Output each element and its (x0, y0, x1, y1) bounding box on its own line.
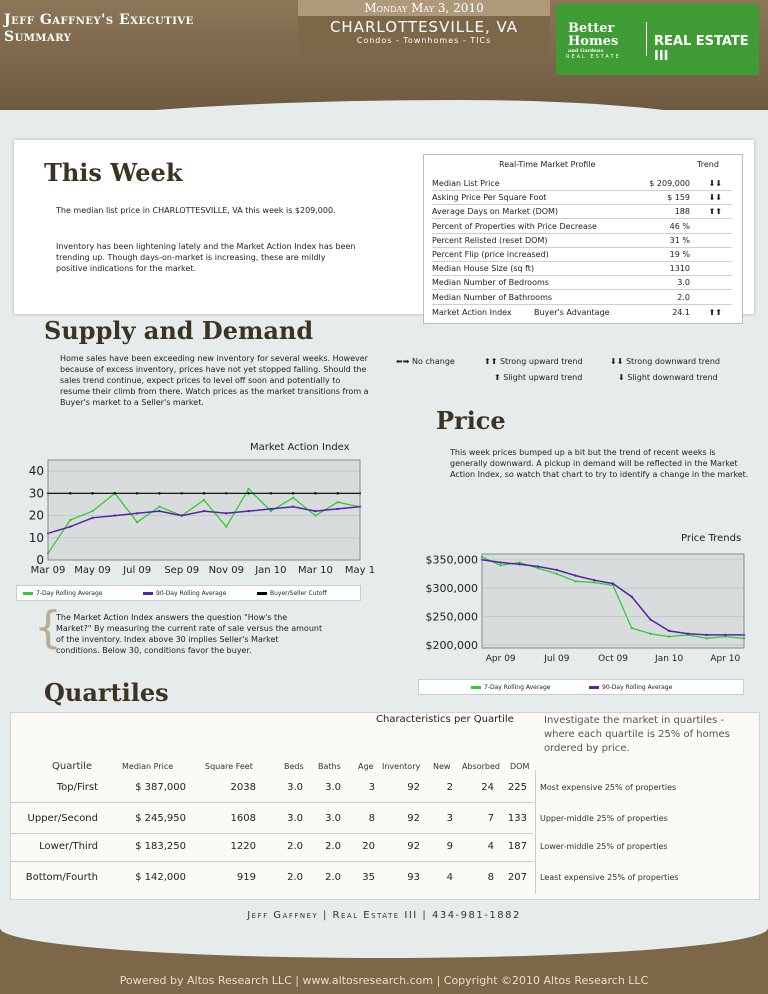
price-legend-7day-label: 7-Day Rolling Average (484, 684, 551, 691)
x-tick-label: Sep 09 (164, 565, 200, 576)
quartile-cell-sqft: 1608 (230, 813, 256, 824)
metric-label: Median House Size (sq ft) (432, 264, 535, 274)
data-point (181, 492, 183, 494)
legend-strong-down-label: Strong downward trend (625, 357, 720, 366)
logo-divider (646, 22, 647, 56)
price-trends-chart (412, 548, 762, 672)
legend-slight-up-label: Slight upward trend (503, 373, 583, 382)
mai-value: 24.1 (672, 308, 690, 317)
quartiles-divider (535, 770, 536, 894)
data-point (181, 514, 183, 516)
x-tick-label: Mar 09 (30, 565, 66, 576)
mai-trend-icon: ⬆⬆ (708, 308, 722, 317)
data-point (705, 637, 707, 639)
quartile-cell-sqft: 2038 (230, 782, 256, 793)
metric-value: $ 209,000 (649, 179, 690, 188)
data-point (705, 634, 707, 636)
price-title: Price (436, 406, 506, 435)
x-tick-label: Jul 09 (544, 654, 570, 664)
quartiles-subtitle: Characteristics per Quartile (376, 714, 514, 725)
logo-subtext: REAL ESTATE (566, 54, 621, 60)
market-profile-title: Real-Time Market Profile (499, 160, 596, 169)
quartile-description: Least expensive 25% of properties (540, 873, 679, 882)
y-tick-label: 0 (36, 553, 44, 567)
metric-value: 1310 (669, 264, 690, 274)
market-profile-row (432, 248, 732, 262)
data-point (314, 492, 316, 494)
market-profile-row (432, 205, 732, 219)
metric-value: 2.0 (677, 292, 690, 302)
report-date: Monday May 3, 2010 (298, 0, 550, 16)
data-point (69, 525, 71, 527)
location-box (298, 0, 550, 56)
data-point (337, 501, 339, 503)
data-point (537, 565, 539, 567)
mai-legend-90day-label: 90-Day Rolling Average (156, 590, 227, 597)
agent-contact: Jeff Gaffney | Real Estate III | 434-981-1882 (247, 910, 521, 921)
data-point (500, 561, 502, 563)
trend-icon: ⬇⬇ (708, 179, 722, 188)
quartile-col-header: Quartile (52, 761, 93, 772)
metric-label: Percent of Properties with Price Decrease (432, 221, 597, 231)
x-tick-label: Jan 10 (255, 565, 287, 576)
quartile-cell-baths: 2.0 (325, 841, 341, 852)
data-point (247, 492, 249, 494)
metric-value: $ 159 (667, 193, 690, 203)
data-point (203, 492, 205, 494)
quartile-cell-abs: 24 (481, 782, 494, 793)
market-profile-row (432, 191, 732, 205)
legend-slight-down-label: Slight downward trend (627, 373, 718, 382)
quartile-cell-inv: 92 (407, 841, 420, 852)
mai-legend-90day (143, 590, 226, 597)
y-tick-label: 10 (28, 530, 44, 545)
metric-label: Median List Price (432, 179, 500, 188)
data-point (556, 569, 558, 571)
mai-chart-title: Market Action Index (250, 442, 350, 453)
data-point (247, 510, 249, 512)
quartile-cell-dom: 207 (507, 872, 527, 883)
trend-icon: ⬇⬇ (708, 193, 722, 203)
x-tick-label: May 09 (74, 565, 111, 576)
quartile-cell-inv: 92 (407, 782, 420, 793)
data-point (668, 635, 670, 637)
data-point (631, 596, 633, 598)
brace-decoration: { (34, 602, 62, 653)
quartile-cell-dom: 133 (507, 813, 527, 824)
data-point (225, 525, 227, 527)
quartile-cell-new: 2 (446, 782, 453, 793)
x-tick-label: Apr 09 (485, 654, 516, 664)
this-week-p1: The median list price in CHARLOTTESVILLE, VA this week is $209,000. (56, 206, 336, 215)
price-chart-legend (418, 679, 744, 695)
data-point (270, 508, 272, 510)
metric-label: Median Number of Bathrooms (432, 292, 553, 302)
data-point (114, 514, 116, 516)
data-point (136, 492, 138, 494)
logo-line2: Homes (568, 34, 619, 49)
x-tick-label: Jan 10 (655, 654, 684, 664)
quartiles-intro: Investigate the market in quartiles - where each quartile is 25% of homes ordered by price. (544, 715, 730, 754)
data-point (574, 580, 576, 582)
market-profile-row (432, 220, 732, 234)
mai-chart-legend (16, 585, 361, 601)
price-legend-7day (471, 684, 550, 691)
metric-label: Asking Price Per Square Foot (432, 193, 547, 203)
quartile-cell-q: Lower/Third (39, 841, 98, 852)
market-profile-table (423, 154, 743, 324)
x-tick-label: Mar 10 (298, 565, 333, 576)
x-tick-label: Apr 10 (710, 654, 741, 664)
legend-no-change-label: No change (411, 357, 455, 366)
quartile-cell-q: Top/First (56, 782, 98, 793)
quartile-cell-price: $ 142,000 (135, 872, 186, 883)
quartile-cell-sqft: 1220 (230, 841, 256, 852)
price-legend-90day (589, 684, 672, 691)
quartile-cell-price: $ 387,000 (135, 782, 186, 793)
data-point (114, 492, 116, 494)
supply-demand-title: Supply and Demand (44, 316, 314, 345)
report-title (4, 12, 194, 46)
data-point (225, 512, 227, 514)
mai-legend-cutoff (257, 590, 327, 597)
logo-brand: REAL ESTATE III (654, 34, 749, 64)
metric-value: 46 % (669, 221, 690, 231)
quartile-cell-price: $ 183,250 (135, 841, 186, 852)
data-point (337, 492, 339, 494)
city-name: CHARLOTTESVILLE, VA (329, 18, 519, 36)
legend-slight-down: ⬇ Slight downward trend (618, 373, 718, 382)
logo-line3: and Gardens (568, 48, 604, 54)
mai-status: Buyer's Advantage (534, 308, 610, 317)
quartile-col-header: Absorbed (462, 762, 500, 771)
data-point (270, 492, 272, 494)
data-point (292, 497, 294, 499)
quartile-cell-new: 3 (446, 813, 453, 824)
quartile-col-header: Inventory (382, 762, 421, 771)
quartile-cell-beds: 3.0 (287, 813, 303, 824)
data-point (314, 510, 316, 512)
quartile-row-separator (10, 833, 533, 834)
data-point (593, 581, 595, 583)
data-point (593, 579, 595, 581)
y-tick-label: $350,000 (425, 553, 478, 567)
quartile-col-header: New (433, 762, 451, 771)
price-legend-90day-label: 90-Day Rolling Average (602, 684, 673, 691)
trend-icon: ⬆⬆ (708, 207, 722, 217)
data-point (158, 510, 160, 512)
brokerage-logo (556, 4, 759, 75)
quartile-cell-sqft: 919 (236, 872, 256, 883)
data-point (292, 505, 294, 507)
quartile-cell-q: Upper/Second (27, 813, 98, 824)
data-point (500, 564, 502, 566)
quartile-cell-new: 9 (446, 841, 453, 852)
property-types: Condos - Townhomes - TICs (356, 36, 492, 45)
quartile-row-separator (10, 861, 533, 862)
legend-strong-up: ⬆⬆ Strong upward trend (484, 357, 583, 366)
this-week-p2: Inventory has been lightening lately and the Market Action Index has been trending up. Though days-on-market is increasing, these are mildly positive indications for the market. (56, 242, 356, 273)
quartile-col-header: Square Feet (205, 762, 253, 771)
data-point (158, 505, 160, 507)
quartile-cell-age: 3 (368, 782, 375, 793)
quartile-cell-new: 4 (446, 872, 453, 883)
quartile-col-header: Median Price (122, 762, 174, 771)
quartile-cell-price: $ 245,950 (135, 813, 186, 824)
quartile-cell-abs: 7 (487, 813, 494, 824)
data-point (136, 512, 138, 514)
quartile-cell-beds: 2.0 (287, 872, 303, 883)
market-profile-row (432, 262, 732, 276)
quartile-cell-age: 35 (362, 872, 375, 883)
data-point (247, 488, 249, 490)
price-chart-title: Price Trends (681, 533, 742, 544)
quartile-cell-inv: 92 (407, 813, 420, 824)
logo-line1: Better (568, 21, 615, 36)
quartile-cell-baths: 3.0 (325, 813, 341, 824)
y-tick-label: $250,000 (425, 610, 478, 624)
quartile-cell-inv: 93 (407, 872, 420, 883)
legend-strong-up-label: Strong upward trend (499, 357, 583, 366)
quartile-cell-beds: 2.0 (287, 841, 303, 852)
mai-note: The Market Action Index answers the question "How's the Market?" By measuring the current rate of sale versus the amount of the inventory. Index above 30 implies Seller's Market conditions. Below 30, conditions favor the buyer. (56, 613, 323, 655)
y-tick-label: $200,000 (425, 639, 478, 653)
quartile-description: Upper-middle 25% of properties (540, 814, 668, 823)
quartile-cell-age: 8 (368, 813, 375, 824)
mai-legend-cutoff-label: Buyer/Seller Cutoff (270, 590, 327, 597)
data-point (687, 633, 689, 635)
this-week-title: This Week (44, 158, 183, 187)
market-profile-row (432, 276, 732, 290)
quartile-cell-beds: 3.0 (287, 782, 303, 793)
data-point (649, 633, 651, 635)
quartile-cell-q: Bottom/Fourth (25, 872, 98, 883)
quartile-col-header: Baths (318, 762, 341, 771)
metric-label: Median Number of Bedrooms (432, 278, 549, 288)
data-point (668, 630, 670, 632)
quartile-col-header: Beds (284, 762, 304, 771)
quartiles-title: Quartiles (44, 678, 169, 707)
quartile-cell-baths: 2.0 (325, 872, 341, 883)
metric-label: Percent Flip (price increased) (432, 250, 549, 259)
data-point (136, 521, 138, 523)
x-tick-label: Oct 09 (598, 654, 628, 664)
data-point (612, 582, 614, 584)
powered-by: Powered by Altos Research LLC | www.altosresearch.com | Copyright ©2010 Altos Research LLC (119, 974, 649, 987)
data-point (225, 492, 227, 494)
legend-slight-up: ⬆ Slight upward trend (494, 373, 583, 382)
trend-header: Trend (697, 160, 719, 169)
metric-label: Average Days on Market (DOM) (432, 207, 559, 217)
mai-legend-7day-label: 7-Day Rolling Average (36, 590, 103, 597)
plot-area (482, 554, 744, 648)
data-point (556, 573, 558, 575)
quartile-description: Lower-middle 25% of properties (540, 842, 668, 851)
data-point (69, 492, 71, 494)
y-tick-label: 40 (28, 464, 44, 479)
data-point (631, 627, 633, 629)
market-profile-row (432, 291, 732, 305)
quartile-cell-baths: 3.0 (325, 782, 341, 793)
x-tick-label: May 1 (344, 565, 376, 576)
y-tick-label: 20 (28, 508, 44, 523)
market-profile-row (432, 177, 732, 191)
legend-no-change: ⬅➡ No change (396, 357, 455, 366)
price-text: This week prices bumped up a bit but the trend of recent weeks is generally downward. A pickup in demand will be reflected in the Market Action Index, so watch that chart to try to identify a change in the market. (450, 448, 749, 479)
quartile-cell-abs: 8 (487, 872, 494, 883)
data-point (337, 508, 339, 510)
data-point (574, 574, 576, 576)
legend-strong-down: ⬇⬇ Strong downward trend (610, 357, 720, 366)
x-tick-label: Jul 09 (123, 565, 152, 576)
mai-label: Market Action Index (432, 308, 512, 317)
metric-value: 19 % (669, 250, 690, 259)
metric-label: Percent Relisted (reset DOM) (432, 235, 548, 245)
data-point (203, 510, 205, 512)
quartile-cell-abs: 4 (487, 841, 494, 852)
data-point (203, 499, 205, 501)
quartile-cell-age: 20 (362, 841, 375, 852)
x-tick-label: Nov 09 (208, 565, 244, 576)
data-point (649, 618, 651, 620)
metric-value: 188 (674, 207, 690, 217)
data-point (724, 634, 726, 636)
logo-wordmark (568, 22, 618, 54)
metric-value: 31 % (669, 235, 690, 245)
data-point (158, 492, 160, 494)
market-action-index-chart (10, 455, 376, 580)
mai-legend-7day (23, 590, 102, 597)
data-point (270, 510, 272, 512)
quartile-cell-dom: 187 (507, 841, 527, 852)
quartile-col-header: DOM (510, 762, 530, 771)
data-point (91, 492, 93, 494)
metric-value: 3.0 (677, 278, 690, 288)
market-profile-row (432, 234, 732, 248)
y-tick-label: $300,000 (425, 582, 478, 596)
y-tick-label: 30 (28, 486, 44, 501)
data-point (314, 514, 316, 516)
quartile-row-separator (10, 802, 533, 803)
data-point (91, 510, 93, 512)
quartile-description: Most expensive 25% of properties (540, 783, 677, 792)
quartile-col-header: Age (358, 762, 374, 771)
data-point (518, 563, 520, 565)
report-title-line2: Summary (4, 29, 72, 45)
data-point (292, 492, 294, 494)
report-title-line1: Jeff Gaffney's Executive (4, 12, 194, 28)
data-point (69, 519, 71, 521)
supply-demand-text: Home sales have been exceeding new inventory for several weeks. However because of excess inventory, prices have not yet stopped falling. Should the sales trend continue, expect prices to level off soon and potentially to resume their climb from there. Watch prices as the market transitions from a Buyer's market to a Seller's market. (60, 354, 369, 407)
data-point (91, 517, 93, 519)
mai-row (432, 306, 732, 320)
quartile-cell-dom: 225 (507, 782, 527, 793)
